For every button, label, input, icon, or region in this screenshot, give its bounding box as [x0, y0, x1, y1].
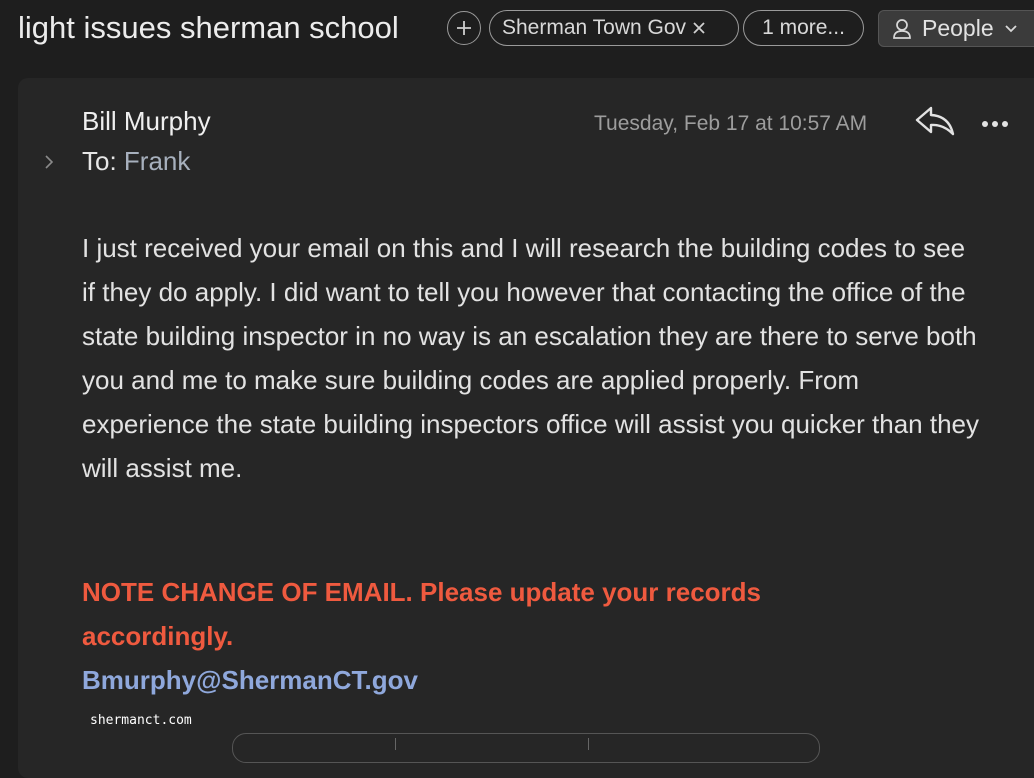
- to-recipient[interactable]: Frank: [123, 146, 191, 176]
- message-date: Tuesday, Feb 17 at 10:57 AM: [594, 112, 868, 135]
- email-link[interactable]: Bmurphy@ShermanCT.gov: [82, 665, 418, 695]
- close-icon[interactable]: [692, 21, 706, 35]
- more-icon: [981, 119, 1009, 129]
- person-icon: [892, 18, 912, 40]
- people-button[interactable]: [878, 10, 1034, 47]
- more-recipients-chip[interactable]: [743, 10, 864, 46]
- chevron-down-icon: [1004, 24, 1018, 34]
- more-recipients-label: 1 more...: [762, 16, 845, 39]
- people-button-label: People: [922, 15, 994, 41]
- email-change-note: NOTE CHANGE OF EMAIL. Please update your records accordingly.: [82, 577, 762, 651]
- message-body: I just received your email on this and I will research the building codes to see if they do apply. I did want to tell you however that contacting the office of the state building inspector in no way is an escalation they are there to serve both you and me to make sure building codes are applied properly. From experience the state building inspectors office will assist you quicker than they will assist me.: [82, 233, 980, 483]
- toolbar-divider: [395, 738, 396, 750]
- reply-button[interactable]: [914, 104, 956, 143]
- bottom-toolbar: [232, 733, 820, 763]
- chevron-right-icon[interactable]: [43, 153, 55, 176]
- to-label: To:: [82, 146, 117, 176]
- recipient-line: [82, 146, 190, 177]
- add-recipient-button[interactable]: [447, 11, 481, 45]
- reply-icon: [914, 104, 956, 138]
- more-actions-button[interactable]: [981, 116, 1009, 134]
- toolbar-divider: [588, 738, 589, 750]
- thread-subject: light issues sherman school: [18, 10, 399, 45]
- recipient-chip[interactable]: [489, 10, 739, 46]
- thread-header: [0, 0, 1034, 60]
- sender-name: Bill Murphy: [82, 106, 211, 136]
- recipient-chip-label: Sherman Town Gov: [502, 16, 687, 39]
- footer-domain: shermanct.com: [90, 713, 192, 728]
- add-icon: [455, 19, 473, 37]
